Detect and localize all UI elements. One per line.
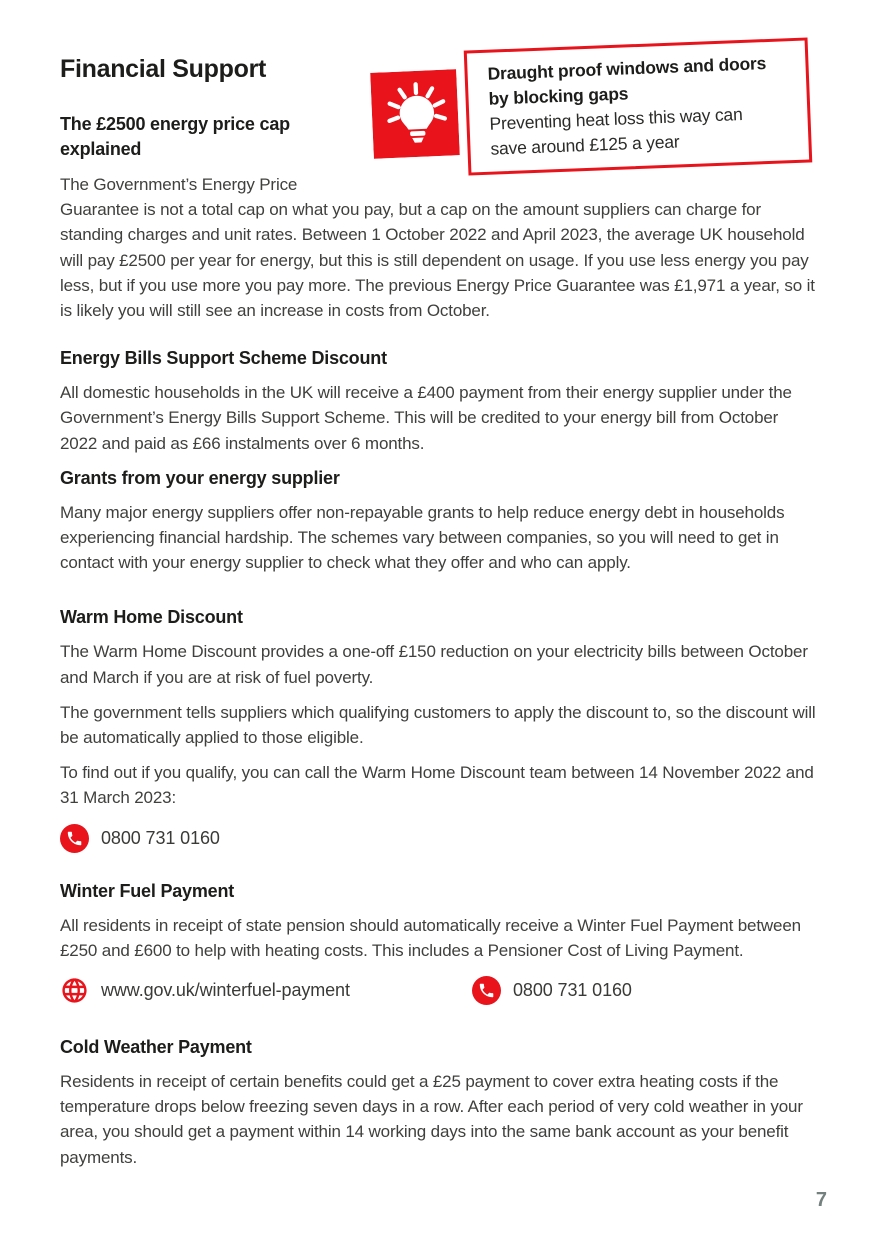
page-number: 7 — [815, 1189, 827, 1211]
section-winter-fuel — [60, 879, 816, 1005]
cold-weather-paragraph: Residents in receipt of certain benefits could get a £25 payment to cover extra heating costs if the temperature drops below freezing seven days in a row. After each period of very cold weather in your area, you should get a payment within 14 working days into the same bank account as your benefit payments. — [60, 1072, 803, 1167]
section-heading-grants: Grants from your energy supplier — [60, 467, 340, 488]
winter-fuel-phone-group — [472, 976, 632, 1005]
page-title: Financial Support — [60, 55, 267, 83]
phone-icon — [472, 976, 501, 1005]
section-cold-weather — [60, 1035, 816, 1170]
section-heading-winter-fuel: Winter Fuel Payment — [60, 880, 235, 901]
globe-icon — [60, 976, 89, 1005]
ebss-paragraph: All domestic households in the UK will receive a £400 payment from their energy supplier under the Government’s Energy Bills Support Scheme. This will be credited to your energy bill from October 2022 and paid as £66 instalments over 6 months. — [60, 383, 792, 453]
tip-area — [366, 40, 816, 190]
tip-box-body: Preventing heat loss this way can save around £125 a year — [489, 104, 743, 159]
section-warm-home — [60, 605, 816, 852]
tip-box — [464, 37, 813, 175]
winter-fuel-url-group — [60, 976, 472, 1005]
winter-fuel-phone-number: 0800 731 0160 — [513, 980, 632, 1001]
warm-home-phone-number: 0800 731 0160 — [101, 827, 220, 848]
winter-fuel-paragraph: All residents in receipt of state pension should automatically receive a Winter Fuel Payment between £250 and £600 to help with heating costs. This includes a Pensioner Cost of Living Payment. — [60, 915, 801, 960]
tip-box-heading: Draught proof windows and doors by blocking gaps — [487, 53, 767, 109]
warm-home-phone-row — [60, 824, 816, 853]
section-grants — [60, 466, 816, 576]
section-heading-ebss: Energy Bills Support Scheme Discount — [60, 348, 387, 369]
price-cap-paragraph: The Government’s Energy Price Guarantee is not a total cap on what you pay, but a cap on the amount suppliers can charge for standing charges and unit rates. Between 1 October 2022 and April 2023, the average UK household will pay £2500 per year for energy, but this is still dependent on usage. If you use less energy you pay less, but if you use more you pay more. The previous Energy Price Guarantee was £1,971 a year, so it is likely you will still see an increase in costs from October. — [60, 175, 815, 321]
warm-home-paragraph-1: The Warm Home Discount provides a one-off £150 reduction on your electricity bills between October and March if you are at risk of fuel poverty. — [60, 642, 808, 687]
warm-home-paragraph-2: The government tells suppliers which qualifying customers to apply the discount to, so the discount will be automatically applied to those eligible. — [60, 702, 816, 748]
section-heading-cold-weather: Cold Weather Payment — [60, 1037, 252, 1058]
section-ebss — [60, 346, 816, 456]
phone-icon — [60, 824, 89, 853]
winter-fuel-contact-row — [60, 976, 816, 1005]
winter-fuel-url[interactable]: www.gov.uk/winterfuel-payment — [101, 980, 350, 1001]
section-heading-warm-home: Warm Home Discount — [60, 607, 243, 628]
section-heading-price-cap: The £2500 energy price cap explained — [60, 114, 290, 159]
grants-paragraph: Many major energy suppliers offer non-repayable grants to help reduce energy debt in households experiencing financial hardship. The schemes vary between companies, so you will need to get in contact with your energy supplier to check what they offer and who can apply. — [60, 502, 785, 573]
warm-home-paragraph-3: To find out if you qualify, you can call the Warm Home Discount team between 14 November 2022 and 31 March 2023: — [60, 763, 814, 808]
lightbulb-icon — [370, 69, 460, 159]
